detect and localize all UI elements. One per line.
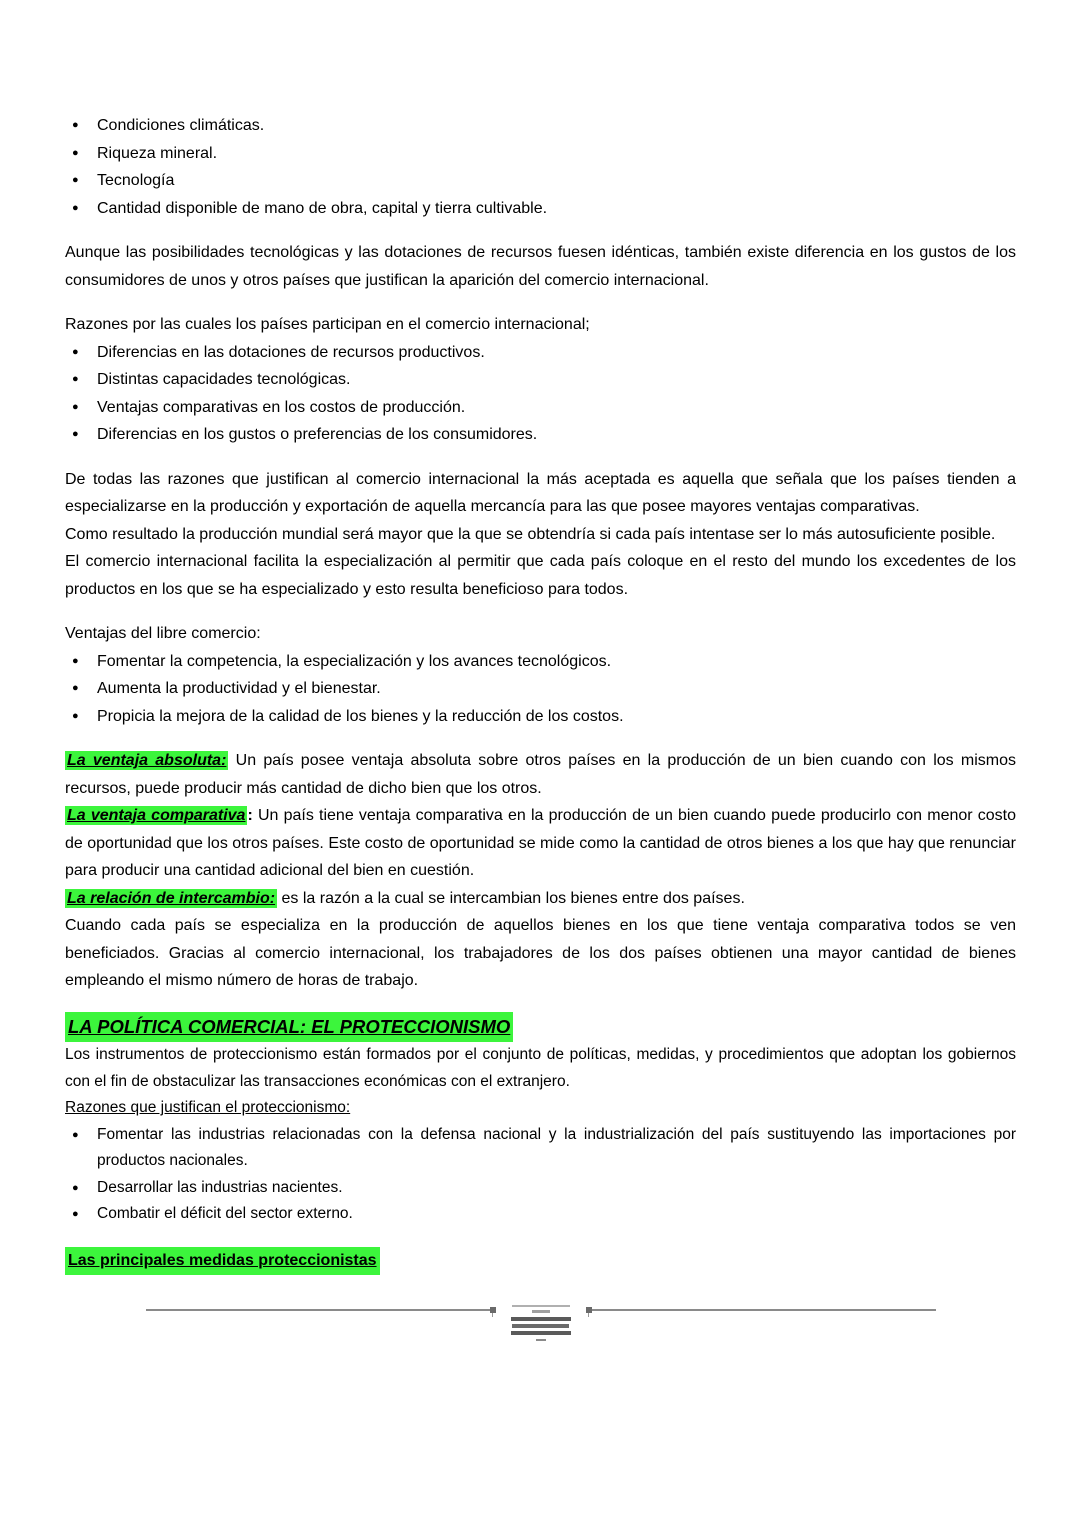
divider-tick-left xyxy=(490,1307,496,1313)
razones-justifican-line: Razones que justifican el proteccionismo: xyxy=(65,1099,351,1116)
list-item: ● Aumenta la productividad y el bienestar. xyxy=(97,675,1016,703)
ventajas-title: Ventajas del libre comercio: xyxy=(65,625,261,642)
term-separator: : xyxy=(247,807,253,824)
paragraph-detodas: De todas las razones que justifican al comercio internacional la más aceptada es aquella que señala que los países tienden a especializarse en la producción y exportación de aquella mercancía para las que posee mayores ventajas comparativas. xyxy=(65,470,1016,515)
paragraph-comoresultado: Como resultado la producción mundial será mayor que la que se obtendría si cada país intentase ser lo más autosuficiente posible. xyxy=(65,525,996,543)
stamp-line xyxy=(512,1324,569,1328)
list-item: ● Fomentar la competencia, la especialización y los avances tecnológicos. xyxy=(97,648,1016,676)
stamp-line xyxy=(511,1317,571,1321)
list-item: ● Ventajas comparativas en los costos de producción. xyxy=(97,394,1016,422)
stamp-line xyxy=(511,1331,571,1335)
highlighted-term: La ventaja comparativa xyxy=(67,807,246,824)
divider-line-left xyxy=(146,1309,490,1311)
stamp-line xyxy=(532,1310,550,1313)
list-item: ● Distintas capacidades tecnológicas. xyxy=(97,366,1016,394)
definition-ventaja-absoluta xyxy=(65,747,1016,802)
list-item: ● Tecnología xyxy=(97,167,1016,195)
section-heading-medidas: Las principales medidas proteccionistas xyxy=(65,1247,380,1275)
highlighted-term: La relación de intercambio: xyxy=(67,889,276,907)
divider-line-right xyxy=(592,1309,936,1311)
divider-tick-right xyxy=(586,1307,592,1313)
stamp-line xyxy=(512,1305,570,1307)
list-item: ● Diferencias en los gustos o preferencias de los consumidores. xyxy=(97,421,1016,449)
paragraph-cuando: Cuando cada país se especializa en la producción de aquellos bienes en los que tiene ventaja comparativa todos se ven beneficiados. Gracias al comercio internacional, los trabajadores de los dos países obtienen una mayor cantidad de bienes empleando el mismo número de horas de trabajo. xyxy=(65,917,1016,989)
list-item: ● Propicia la mejora de la calidad de los bienes y la reducción de los costos. xyxy=(97,703,1016,731)
razones-intro-line: Razones por las cuales los países participan en el comercio internacional; xyxy=(65,316,590,333)
list-item: ● Riqueza mineral. xyxy=(97,140,1016,168)
definition-text: es la razón a la cual se intercambian los bienes entre dos países. xyxy=(277,889,745,907)
definition-ventaja-comparativa xyxy=(65,802,1016,885)
footer-stamp xyxy=(496,1301,586,1341)
bullet-list-razones xyxy=(65,339,1016,449)
bullet-list-resources xyxy=(65,112,1016,222)
section-politica-comercial xyxy=(65,1012,1016,1228)
definition-text: Un país posee ventaja absoluta sobre otros países en la producción de un bien cuando con los mismos recursos, puede producir más cantidad de dicho bien que los otros. xyxy=(65,752,1016,797)
paragraph-instrumentos: Los instrumentos de proteccionismo están formados por el conjunto de políticas, medidas, y procedimientos que adoptan los gobiernos con el fin de obstaculizar las transacciones económicas con el extranjero. xyxy=(65,1046,1016,1090)
list-item: ● Cantidad disponible de mano de obra, capital y tierra cultivable. xyxy=(97,195,1016,223)
list-item: ● Condiciones climáticas. xyxy=(97,112,1016,140)
paragraph-elcomercio: El comercio internacional facilita la especialización al permitir que cada país coloque en el resto del mundo los excedentes de los productos en los que se ha especializado y esto resulta beneficioso para todos. xyxy=(65,553,1016,598)
highlighted-term: La ventaja absoluta: xyxy=(67,752,227,769)
footer-divider xyxy=(146,1301,936,1341)
list-item: ● Combatir el déficit del sector externo. xyxy=(97,1201,1016,1228)
bullet-list-proteccionismo xyxy=(65,1122,1016,1228)
paragraph-aunque: Aunque las posibilidades tecnológicas y las dotaciones de recursos fuesen idénticas, también existe diferencia en los gustos de los consumidores de unos y otros países que justifican la aparición del comercio internacional. xyxy=(65,244,1016,289)
paragraph-group-especializacion xyxy=(65,466,1016,604)
section-heading-politica: LA POLÍTICA COMERCIAL: EL PROTECCIONISMO xyxy=(65,1012,513,1042)
list-item: ● Fomentar las industrias relacionadas con la defensa nacional y la industrialización del país sustituyendo las importaciones por productos nacionales. xyxy=(97,1122,1016,1175)
definition-text: Un país tiene ventaja comparativa en la producción de un bien cuando puede producirlo con menor costo de oportunidad que los otros países. Este costo de oportunidad se mide como la cantidad de otros bienes a los que hay que renunciar para producir una cantidad adicional del bien en cuestión. xyxy=(65,807,1017,879)
definitions-block xyxy=(65,747,1016,995)
definition-relacion-intercambio xyxy=(65,885,1016,913)
list-item: ● Desarrollar las industrias nacientes. xyxy=(97,1175,1016,1202)
bullet-list-ventajas xyxy=(65,648,1016,731)
stamp-line xyxy=(536,1339,546,1341)
list-item: ● Diferencias en las dotaciones de recursos productivos. xyxy=(97,339,1016,367)
